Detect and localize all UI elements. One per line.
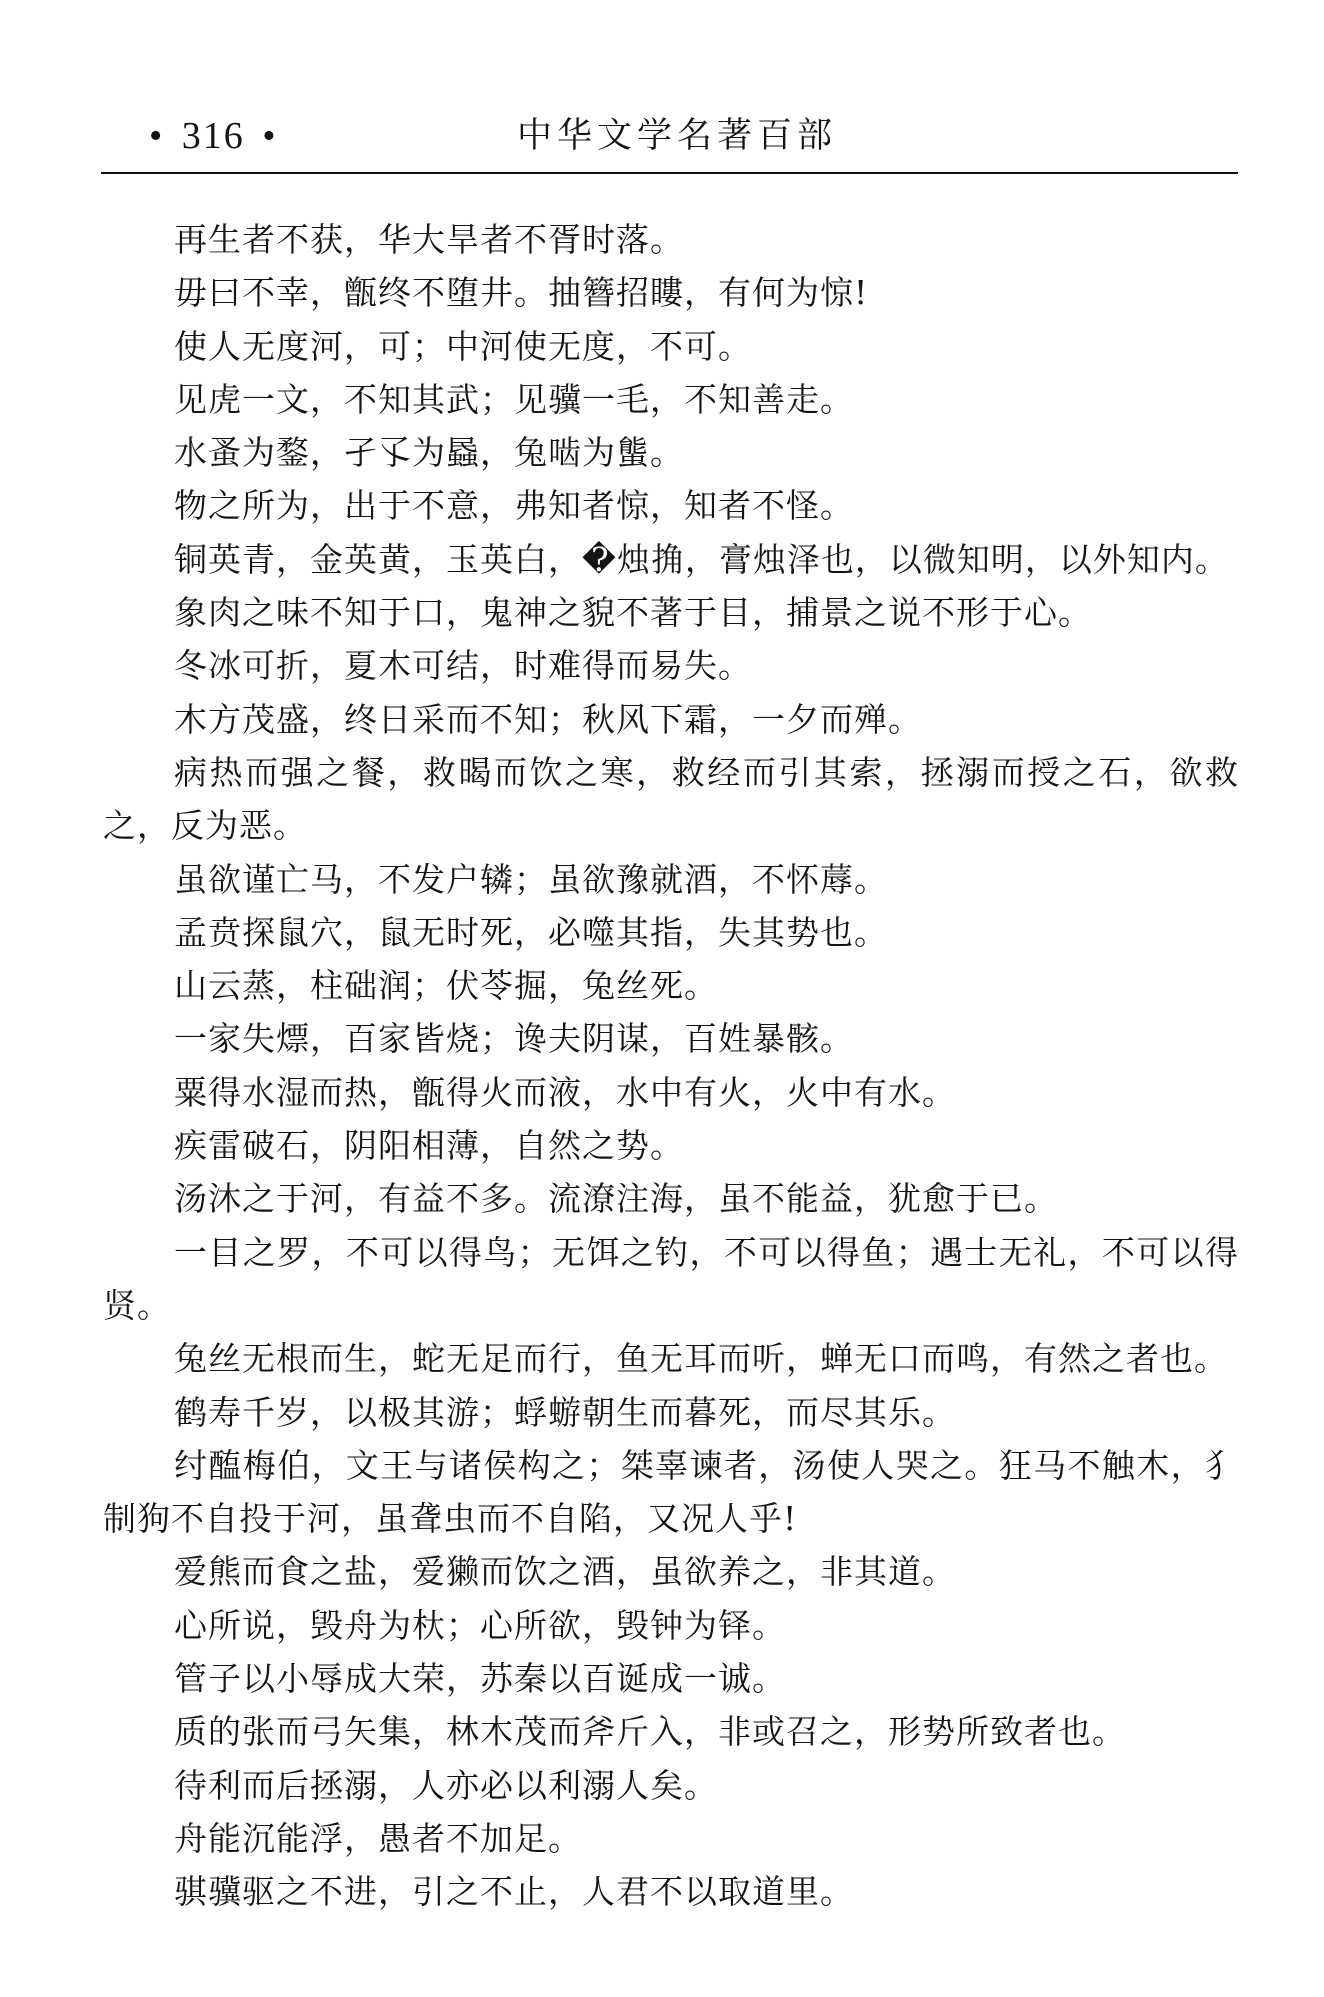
paragraph <box>103 1759 1239 1812</box>
text-line: 虽欲谨亡马，不发户辚；虽欲豫就酒，不怀蓐。 <box>174 859 888 899</box>
paragraph <box>103 213 1239 266</box>
text-line: 汤沐之于河，有益不多。流潦注海，虽不能益，犹愈于已。 <box>174 1179 1058 1219</box>
text-line: 爱熊而食之盐，爱獭而饮之酒，虽欲养之，非其道。 <box>174 1552 956 1592</box>
text-line: 毋曰不幸，甑终不堕井。抽簪招瞜，有何为惊! <box>174 273 869 313</box>
paragraph <box>103 266 1239 319</box>
page-number: • 316 • <box>149 115 278 157</box>
text-line: 一目之罗，不可以得鸟；无饵之钓，不可以得鱼；遇士无礼，不可以得 <box>174 1232 1239 1272</box>
body-text <box>103 213 1239 1919</box>
paragraph <box>103 746 1239 853</box>
text-line: 铜英青，金英黄，玉英白，�烛捔，膏烛泽也，以微知明，以外知内。 <box>174 539 1229 579</box>
paragraph <box>103 1226 1239 1333</box>
text-line: 粟得水湿而热，甑得火而液，水中有火，火中有水。 <box>174 1072 956 1112</box>
paragraph <box>103 1599 1239 1652</box>
paragraph <box>103 426 1239 479</box>
header-rule <box>101 172 1238 174</box>
text-line: 使人无度河，可；中河使无度，不可。 <box>174 326 752 366</box>
paragraph <box>103 693 1239 746</box>
paragraph <box>103 1439 1239 1546</box>
paragraph <box>103 1012 1239 1065</box>
paragraph <box>103 1545 1239 1598</box>
text-line: 质的张而弓矢集，林木茂而斧斤入，非或召之，形势所致者也。 <box>174 1712 1126 1752</box>
text-line: 一家失熛，百家皆烧；谗夫阴谋，百姓暴骸。 <box>174 1019 854 1059</box>
text-line: 兔丝无根而生，蛇无足而行，鱼无耳而听，蝉无口而鸣，有然之者也。 <box>174 1339 1228 1379</box>
text-line: 制狗不自投于河，虽聋虫而不自陷，又况人乎! <box>103 1499 798 1539</box>
paragraph <box>103 1652 1239 1705</box>
text-line: 纣醢梅伯，文王与诸侯构之；桀辜谏者，汤使人哭之。狂马不触木，犭 <box>174 1445 1239 1485</box>
text-line: 心所说，毁舟为杕；心所欲，毁钟为铎。 <box>174 1605 786 1645</box>
text-line: 水蚤为鍪，孑孓为蟁，兔啮为螚。 <box>174 433 684 473</box>
paragraph <box>103 1865 1239 1918</box>
paragraph <box>103 1119 1239 1172</box>
paragraph <box>103 1172 1239 1225</box>
text-line: 山云蒸，柱础润；伏苓掘，兔丝死。 <box>174 966 718 1006</box>
text-line: 管子以小辱成大荣，苏秦以百诞成一诚。 <box>174 1659 786 1699</box>
paragraph <box>103 1066 1239 1119</box>
paragraph <box>103 320 1239 373</box>
paragraph <box>103 1812 1239 1865</box>
text-line: 之，反为恶。 <box>103 806 307 846</box>
text-line: 孟贲探鼠穴，鼠无时死，必噬其指，失其势也。 <box>174 912 888 952</box>
text-line: 贤。 <box>103 1285 171 1325</box>
text-line: 再生者不获，华大旱者不胥时落。 <box>174 220 684 259</box>
paragraph <box>103 1386 1239 1439</box>
text-line: 病热而强之餐，救暍而饮之寒，救经而引其索，拯溺而授之石，欲救 <box>174 752 1239 792</box>
paragraph <box>103 1705 1239 1758</box>
paragraph <box>103 373 1239 426</box>
paragraph <box>103 479 1239 532</box>
text-line: 冬冰可折，夏木可结，时难得而易失。 <box>174 646 752 686</box>
text-line: 待利而后拯溺，人亦必以利溺人矣。 <box>174 1765 718 1805</box>
text-line: 物之所为，出于不意，弗知者惊，知者不怪。 <box>174 486 854 526</box>
text-line: 木方茂盛，终日采而不知；秋风下霜，一夕而殚。 <box>174 699 922 739</box>
paragraph <box>103 1332 1239 1385</box>
paragraph <box>103 639 1239 692</box>
text-line: 象肉之味不知于口，鬼神之貌不著于目，捕景之说不形于心。 <box>174 593 1092 633</box>
text-line: 舟能沉能浮，愚者不加足。 <box>174 1818 582 1858</box>
text-line: 疾雷破石，阴阳相薄，自然之势。 <box>174 1126 684 1166</box>
text-line: 鹤寿千岁，以极其游；蜉蝣朝生而暮死，而尽其乐。 <box>174 1392 956 1432</box>
paragraph <box>103 533 1239 586</box>
paragraph <box>103 959 1239 1012</box>
paragraph <box>103 906 1239 959</box>
paragraph <box>103 586 1239 639</box>
paragraph <box>103 853 1239 906</box>
text-line: 骐骥驱之不进，引之不止，人君不以取道里。 <box>174 1872 854 1912</box>
book-title: 中华文学名著百部 <box>517 116 838 156</box>
text-line: 见虎一文，不知其武；见骥一毛，不知善走。 <box>174 379 854 419</box>
